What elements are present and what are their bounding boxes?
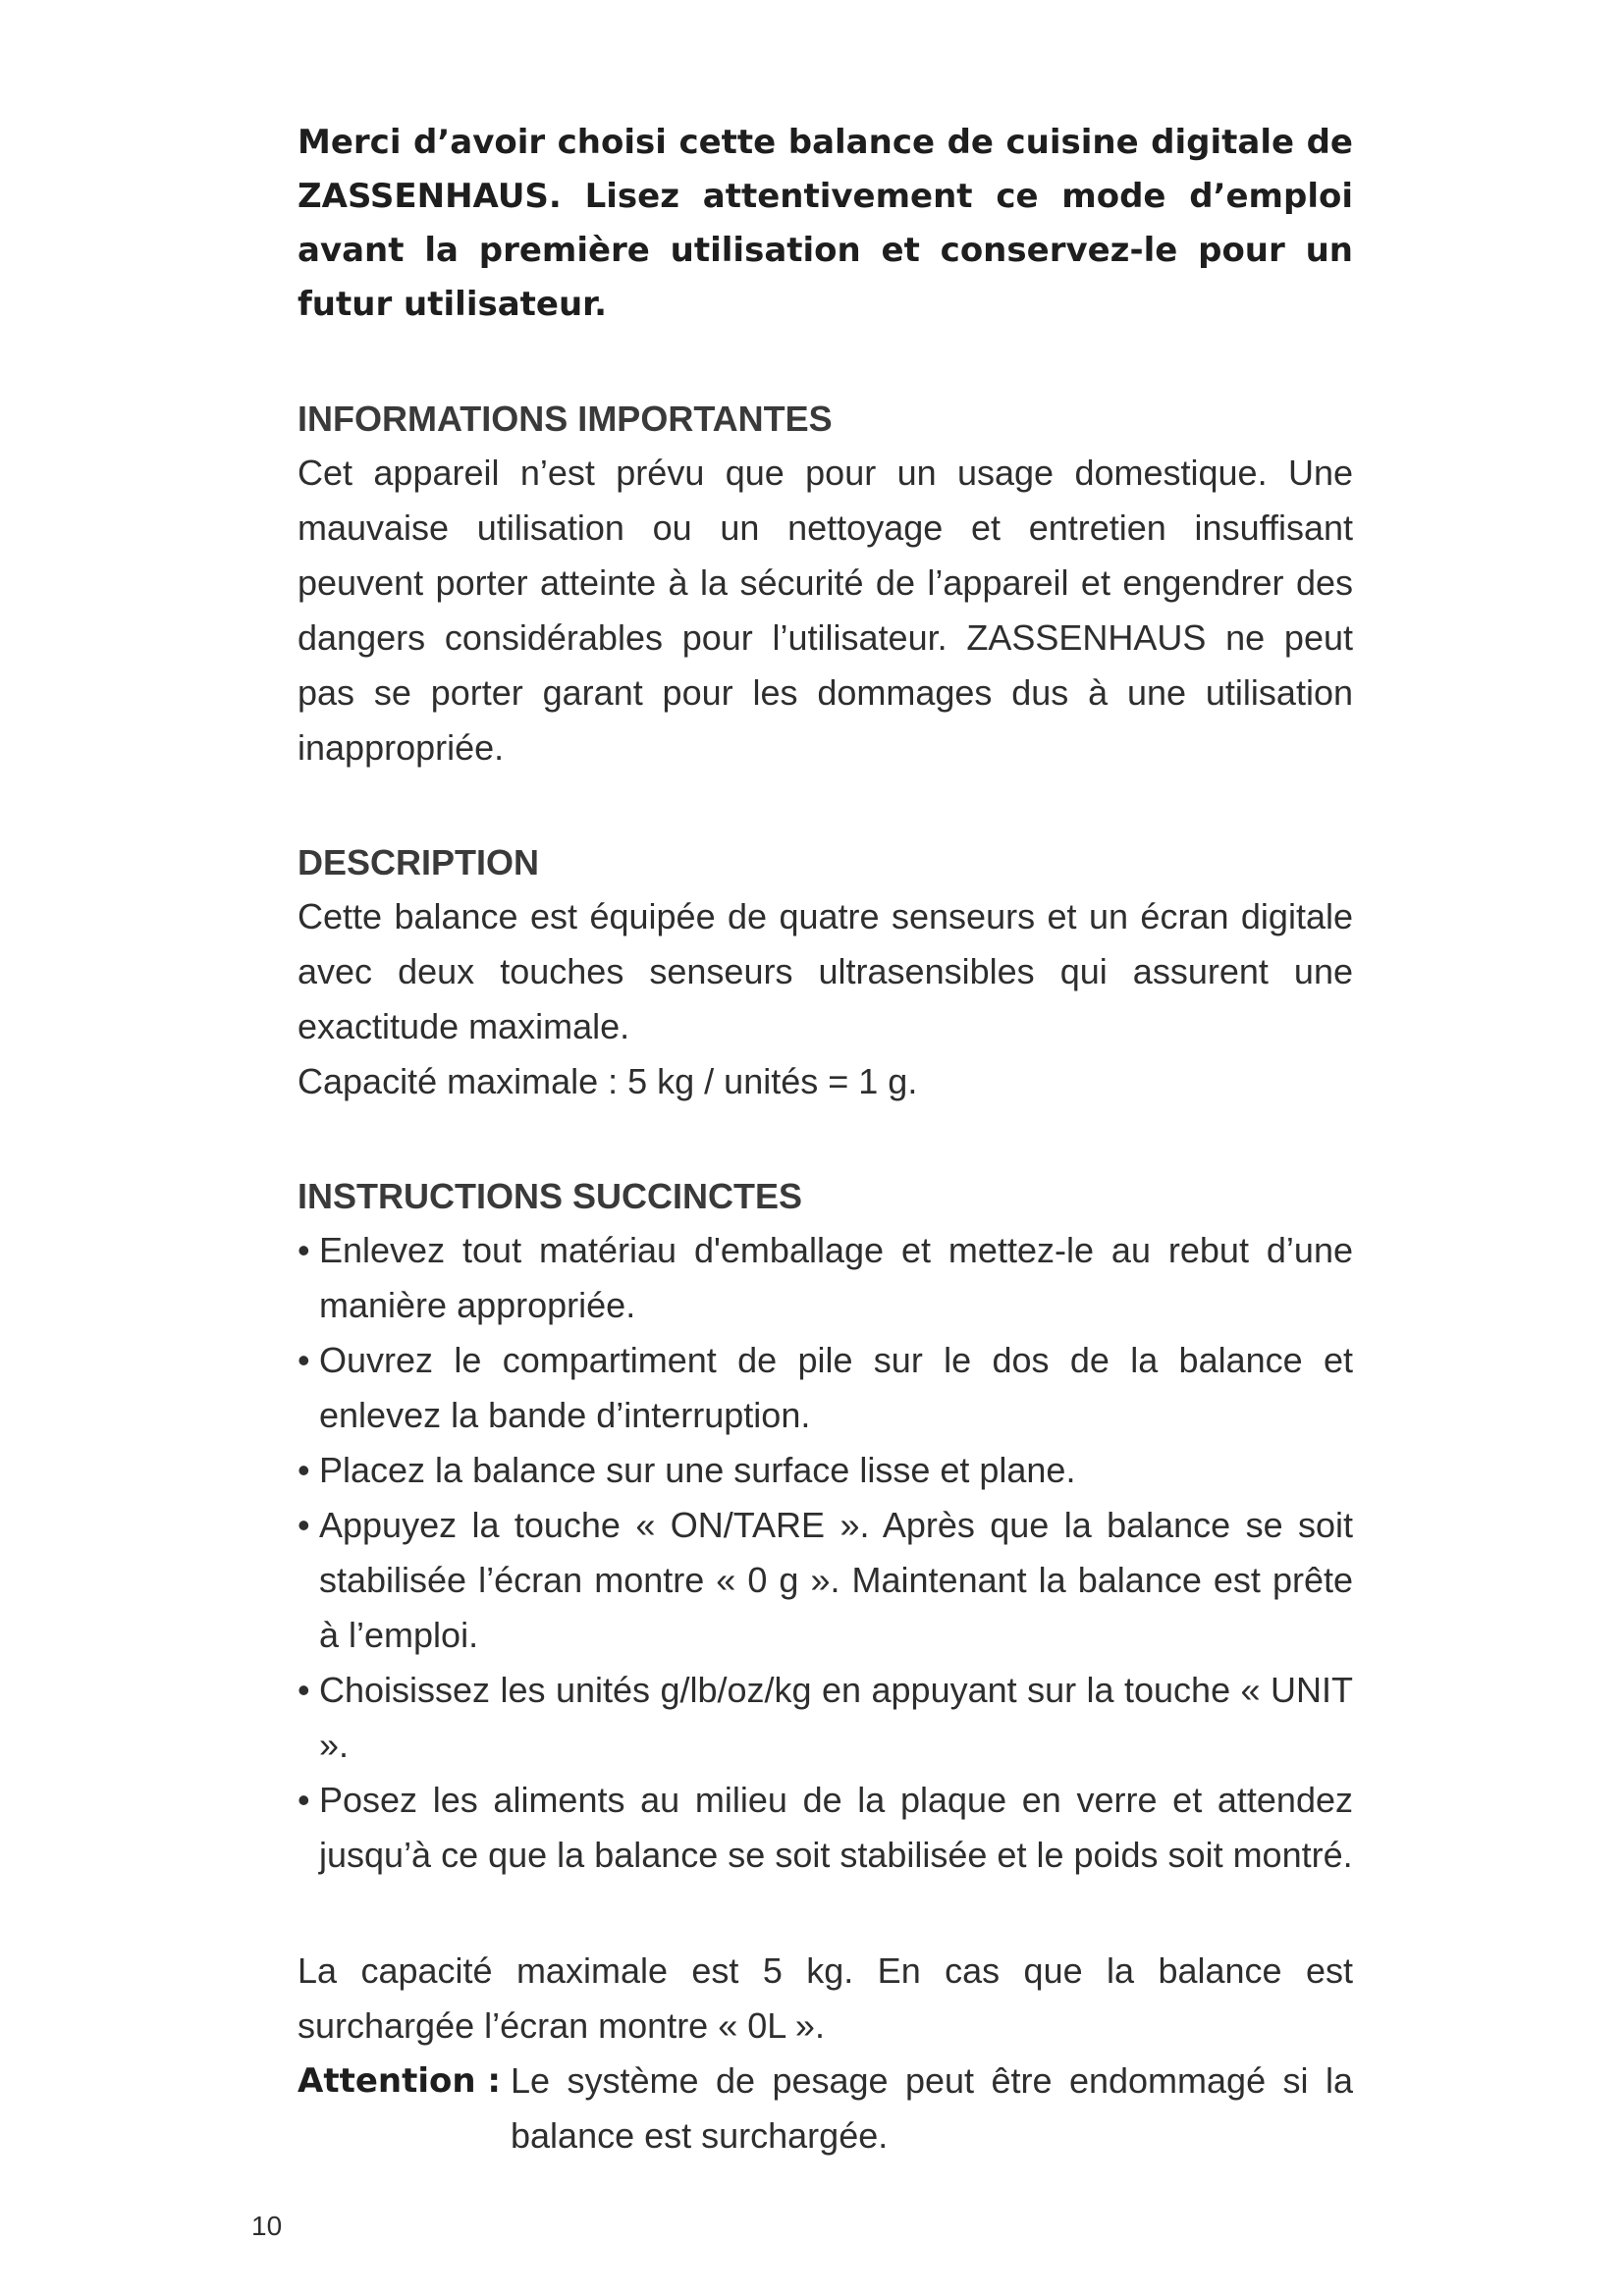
- instructions-list: [298, 1223, 1353, 1883]
- bullet-icon: •: [298, 1670, 310, 1710]
- bullet-icon: •: [298, 1505, 310, 1545]
- section-title-important: INFORMATIONS IMPORTANTES: [298, 399, 833, 439]
- description-text: Cette balance est équipée de quatre senseurs et un écran digitale avec deux touches senseurs ultrasensibles qui assurent une exactitude maximale.: [298, 896, 1353, 1046]
- bullet-icon: •: [298, 1340, 310, 1380]
- intro-paragraph: Merci d’avoir choisi cette balance de cuisine digitale de ZASSENHAUS. Lisez attentivement ce mode d’emploi avant la première utilisation et conservez-le pour un futur utilisateur.: [298, 123, 1353, 324]
- section-instructions: [298, 1170, 1353, 1883]
- bullet-icon: •: [298, 1230, 310, 1270]
- warning-text: Le système de pesage peut être endommagé si la balance est surchargée.: [511, 2060, 1353, 2156]
- section-title-description: DESCRIPTION: [298, 842, 540, 882]
- bullet-icon: •: [298, 1450, 310, 1490]
- section-title-instructions: INSTRUCTIONS SUCCINCTES: [298, 1176, 803, 1216]
- section-description: [298, 836, 1353, 1109]
- list-item: • Appuyez la touche « ON/TARE ». Après que la balance se soit stabilisée l’écran montre « 0 g ». Maintenant la balance est prête à l’emploi.: [298, 1498, 1353, 1663]
- list-item: • Placez la balance sur une surface lisse et plane.: [298, 1443, 1353, 1498]
- capacity-text: Capacité maximale : 5 kg / unités = 1 g.: [298, 1061, 918, 1101]
- section-overload: [298, 1944, 1353, 2163]
- list-item: • Ouvrez le compartiment de pile sur le dos de la balance et enlevez la bande d’interruption.: [298, 1333, 1353, 1443]
- warning-label: Attention :: [298, 2061, 501, 2101]
- overload-text: La capacité maximale est 5 kg. En cas que la balance est surchargée l’écran montre « 0L ».: [298, 1950, 1353, 2046]
- page-number: 10: [251, 2211, 283, 2241]
- list-item: • Choisissez les unités g/lb/oz/kg en appuyant sur la touche « UNIT ».: [298, 1663, 1353, 1773]
- important-text: Cet appareil n’est prévu que pour un usage domestique. Une mauvaise utilisation ou un nettoyage et entretien insuffisant peuvent porter atteinte à la sécurité de l’appareil et engendrer des dangers considérables pour l’utilisateur. ZASSENHAUS ne peut pas se porter garant pour les dommages dus à une utilisation inappropriée.: [298, 453, 1353, 768]
- list-item: • Enlevez tout matériau d'emballage et mettez-le au rebut d’une manière appropriée.: [298, 1223, 1353, 1333]
- manual-page: [298, 116, 1353, 2163]
- list-item: • Posez les aliments au milieu de la plaque en verre et attendez jusqu’à ce que la balance se soit stabilisée et le poids soit montré.: [298, 1773, 1353, 1883]
- warning-row: [298, 2054, 1353, 2163]
- bullet-icon: •: [298, 1780, 310, 1820]
- section-important: [298, 393, 1353, 775]
